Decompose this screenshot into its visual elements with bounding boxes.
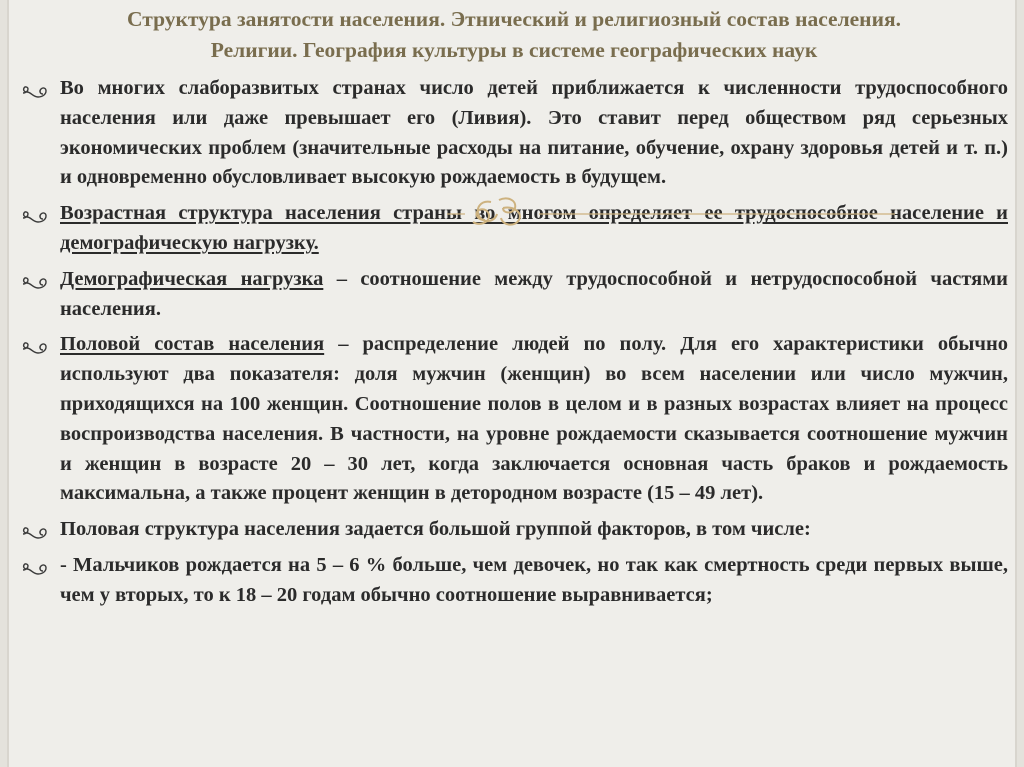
bullet-text [60, 265, 1008, 325]
bullet-text: Во многих слаборазвитых странах число детей приближается к численности трудоспособного населения или даже превышает его (Ливия). Это ставит перед обществом ряд серьезных экономических проблем (значительные расходы на питание, обучение, охрану здоровья детей и т. п.) и одновременно обусловливает высокую рождаемость в будущем. [60, 77, 1008, 189]
scroll-bullet-icon [21, 210, 49, 224]
scroll-bullet-icon [21, 341, 49, 355]
bullet-text: - Мальчиков рождается на 5 – 6 % больше, чем девочек, но так как смертность среди первых выше, чем у вторых, то к 18 – 20 годам обычно соотношение выравнивается; [60, 553, 1008, 606]
scroll-bullet-icon [21, 85, 49, 99]
slide-title-line-2: Религии. География культуры в системе географических наук [210, 38, 818, 62]
slide-content [10, 74, 1014, 617]
bullet-text [60, 330, 1008, 509]
bullet-item [10, 265, 1014, 325]
slide-title-line-1: Структура занятости населения. Этнический и религиозный состав населения. [127, 7, 901, 31]
slide-frame-right [1015, 0, 1024, 767]
flourish-ornament-icon [447, 194, 897, 230]
bullet-item [10, 551, 1014, 611]
bullet-item [10, 74, 1014, 193]
bullet-item [10, 330, 1014, 509]
scroll-bullet-icon [21, 562, 49, 576]
slide-title [40, 4, 988, 66]
definition-text: – распределение людей по полу. Для его характеристики обычно используют два показателя: доля мужчин (женщин) во всем населении или число мужчин, приходящихся на 100 женщин. Соотношение полов в целом и в разных возрастах влияет на процесс воспроизводства населения. В частности, на уровне рождаемости сказывается соотношение мужчин и женщин в возрасте 20 – 30 лет, когда заключается основная часть браков и рождаемость максимальна, а также процент женщин в детородном возрасте (15 – 49 лет). [60, 333, 1009, 505]
bullet-text: Половая структура населения задается большой группой факторов, в том числе: [60, 518, 811, 541]
bullet-text: Возрастная структура населения страны во многом определяет ее трудоспособное население и демографическую нагрузку. [60, 202, 1008, 254]
term-sex-composition: Половой состав населения [60, 333, 325, 356]
bullet-item [10, 515, 1014, 545]
slide-frame-left [0, 0, 9, 767]
term-demographic-load: Демографическая нагрузка [60, 267, 324, 290]
definition-text: – соотношение между трудоспособной и нетрудоспособной частями населения. [60, 267, 1008, 320]
scroll-bullet-icon [21, 526, 49, 540]
scroll-bullet-icon [21, 276, 49, 290]
